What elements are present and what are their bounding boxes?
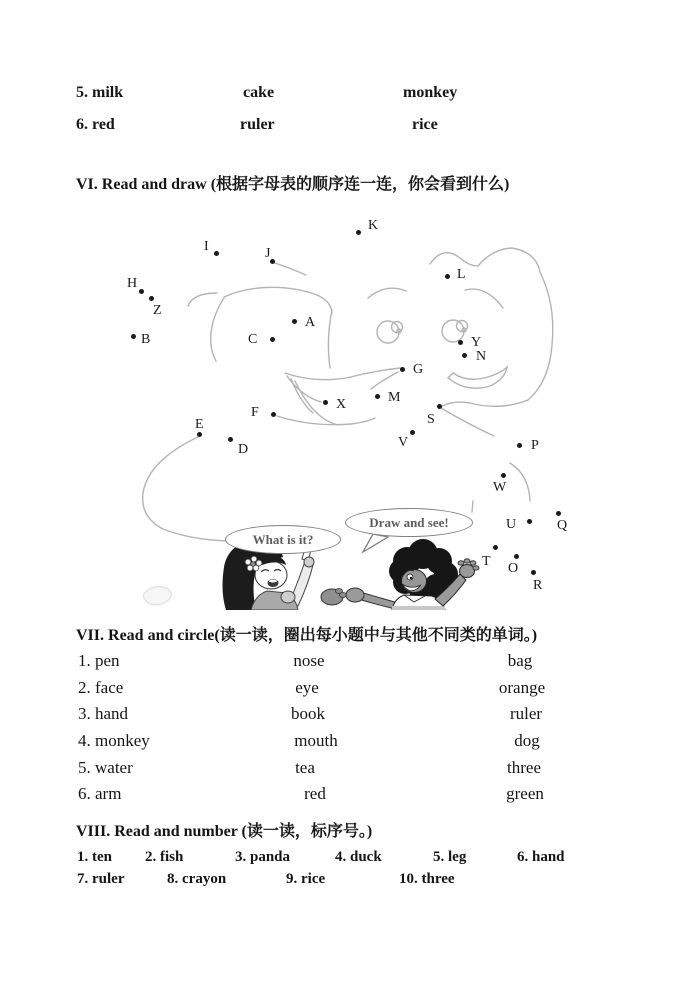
dot-letter-I: I (204, 239, 209, 254)
connect-dot-R (531, 570, 536, 575)
connect-dot-M (375, 394, 380, 399)
dot-letter-L: L (457, 267, 466, 282)
viii-item-1: 1. ten (77, 849, 112, 865)
connect-dot-C (270, 337, 275, 342)
speech-bubble-left-text: What is it? (252, 531, 314, 547)
dot-to-dot-picture (105, 205, 605, 610)
viii-item-7: 7. ruler (77, 871, 125, 887)
connect-dot-P (517, 443, 522, 448)
dot-letter-M: M (388, 390, 401, 405)
section-viii-heading: VIII. Read and number (读一读，标序号。) (76, 823, 373, 840)
word-option: ruler (240, 116, 275, 133)
word-option: monkey (403, 84, 458, 101)
dot-letter-Y: Y (471, 335, 482, 350)
dots-layer (105, 205, 605, 610)
connect-dot-H (139, 289, 144, 294)
dot-letter-F: F (251, 405, 259, 420)
viii-item-6: 6. hand (517, 849, 565, 865)
connect-dot-Y (458, 340, 463, 345)
vii-row3-word2: book (291, 704, 325, 723)
dot-letter-T: T (482, 554, 491, 569)
dot-letter-B: B (141, 332, 151, 347)
vii-row2-word2: eye (295, 678, 319, 697)
exercise-item: 5. milk (76, 84, 124, 101)
connect-dot-V (410, 430, 415, 435)
vii-row1-word1: 1. pen (78, 651, 120, 670)
viii-item-3: 3. panda (235, 849, 291, 865)
vii-row5-word1: 5. water (78, 758, 133, 777)
connect-dot-F (271, 412, 276, 417)
vii-row4-word2: mouth (294, 731, 338, 750)
speech-bubble-right-text: Draw and see! (369, 514, 449, 530)
dot-letter-A: A (305, 315, 316, 330)
connect-dot-G (400, 367, 405, 372)
viii-item-5: 5. leg (433, 849, 467, 865)
dot-letter-K: K (368, 218, 379, 233)
vii-row4-word1: 4. monkey (78, 731, 150, 750)
dot-letter-D: D (238, 442, 249, 457)
dot-letter-C: C (248, 332, 258, 347)
vii-row2-word1: 2. face (78, 678, 124, 697)
dot-letter-W: W (493, 480, 507, 495)
viii-item-4: 4. duck (335, 849, 382, 865)
connect-dot-K (356, 230, 361, 235)
connect-dot-B (131, 334, 136, 339)
connect-dot-A (292, 319, 297, 324)
vii-row5-word2: tea (295, 758, 315, 777)
vii-row4-word3: dog (514, 731, 540, 750)
viii-item-8: 8. crayon (167, 871, 227, 887)
connect-dot-O (514, 554, 519, 559)
vii-row6-word2: red (304, 784, 326, 803)
dot-letter-G: G (413, 362, 424, 377)
section-vi-heading: VI. Read and draw (根据字母表的顺序连一连，你会看到什么) (76, 176, 510, 193)
vii-row1-word2: nose (293, 651, 325, 670)
dot-letter-X: X (336, 397, 347, 412)
dot-letter-N: N (476, 349, 487, 364)
dot-letter-E: E (195, 417, 204, 432)
connect-dot-X (323, 400, 328, 405)
viii-item-2: 2. fish (145, 849, 184, 865)
dot-letter-O: O (508, 561, 519, 576)
connect-dot-N (462, 353, 467, 358)
dot-letter-Q: Q (557, 518, 568, 533)
exercise-item: 6. red (76, 116, 115, 133)
dot-letter-V: V (398, 435, 409, 450)
connect-dot-U (527, 519, 532, 524)
dot-letter-H: H (127, 276, 138, 291)
speech-bubble-left (225, 525, 341, 554)
vii-row2-word3: orange (498, 678, 546, 697)
vii-row6-word3: green (506, 784, 544, 803)
dot-letter-S: S (427, 412, 435, 427)
vii-row5-word3: three (507, 758, 541, 777)
dot-letter-J: J (265, 246, 271, 261)
connect-dot-S (437, 404, 442, 409)
connect-dot-W (501, 473, 506, 478)
connect-dot-I (214, 251, 219, 256)
connect-dot-Z (149, 296, 154, 301)
viii-item-9: 9. rice (286, 871, 326, 887)
vii-row1-word3: bag (507, 651, 533, 670)
viii-item-10: 10. three (399, 871, 455, 887)
dot-letter-U: U (506, 517, 517, 532)
dot-letter-R: R (533, 578, 543, 593)
section-vii-heading: VII. Read and circle(读一读，圈出每小题中与其他不同类的单词。) (76, 627, 538, 644)
vii-row3-word1: 3. hand (78, 704, 129, 723)
connect-dot-T (493, 545, 498, 550)
speech-bubble-right (345, 508, 473, 537)
vii-row3-word3: ruler (509, 704, 543, 723)
word-option: rice (412, 116, 438, 133)
connect-dot-L (445, 274, 450, 279)
word-option: cake (243, 84, 275, 101)
vii-row6-word1: 6. arm (78, 784, 122, 803)
connect-dot-Q (556, 511, 561, 516)
connect-dot-D (228, 437, 233, 442)
dot-letter-Z: Z (153, 303, 162, 318)
dot-letter-P: P (531, 438, 539, 453)
